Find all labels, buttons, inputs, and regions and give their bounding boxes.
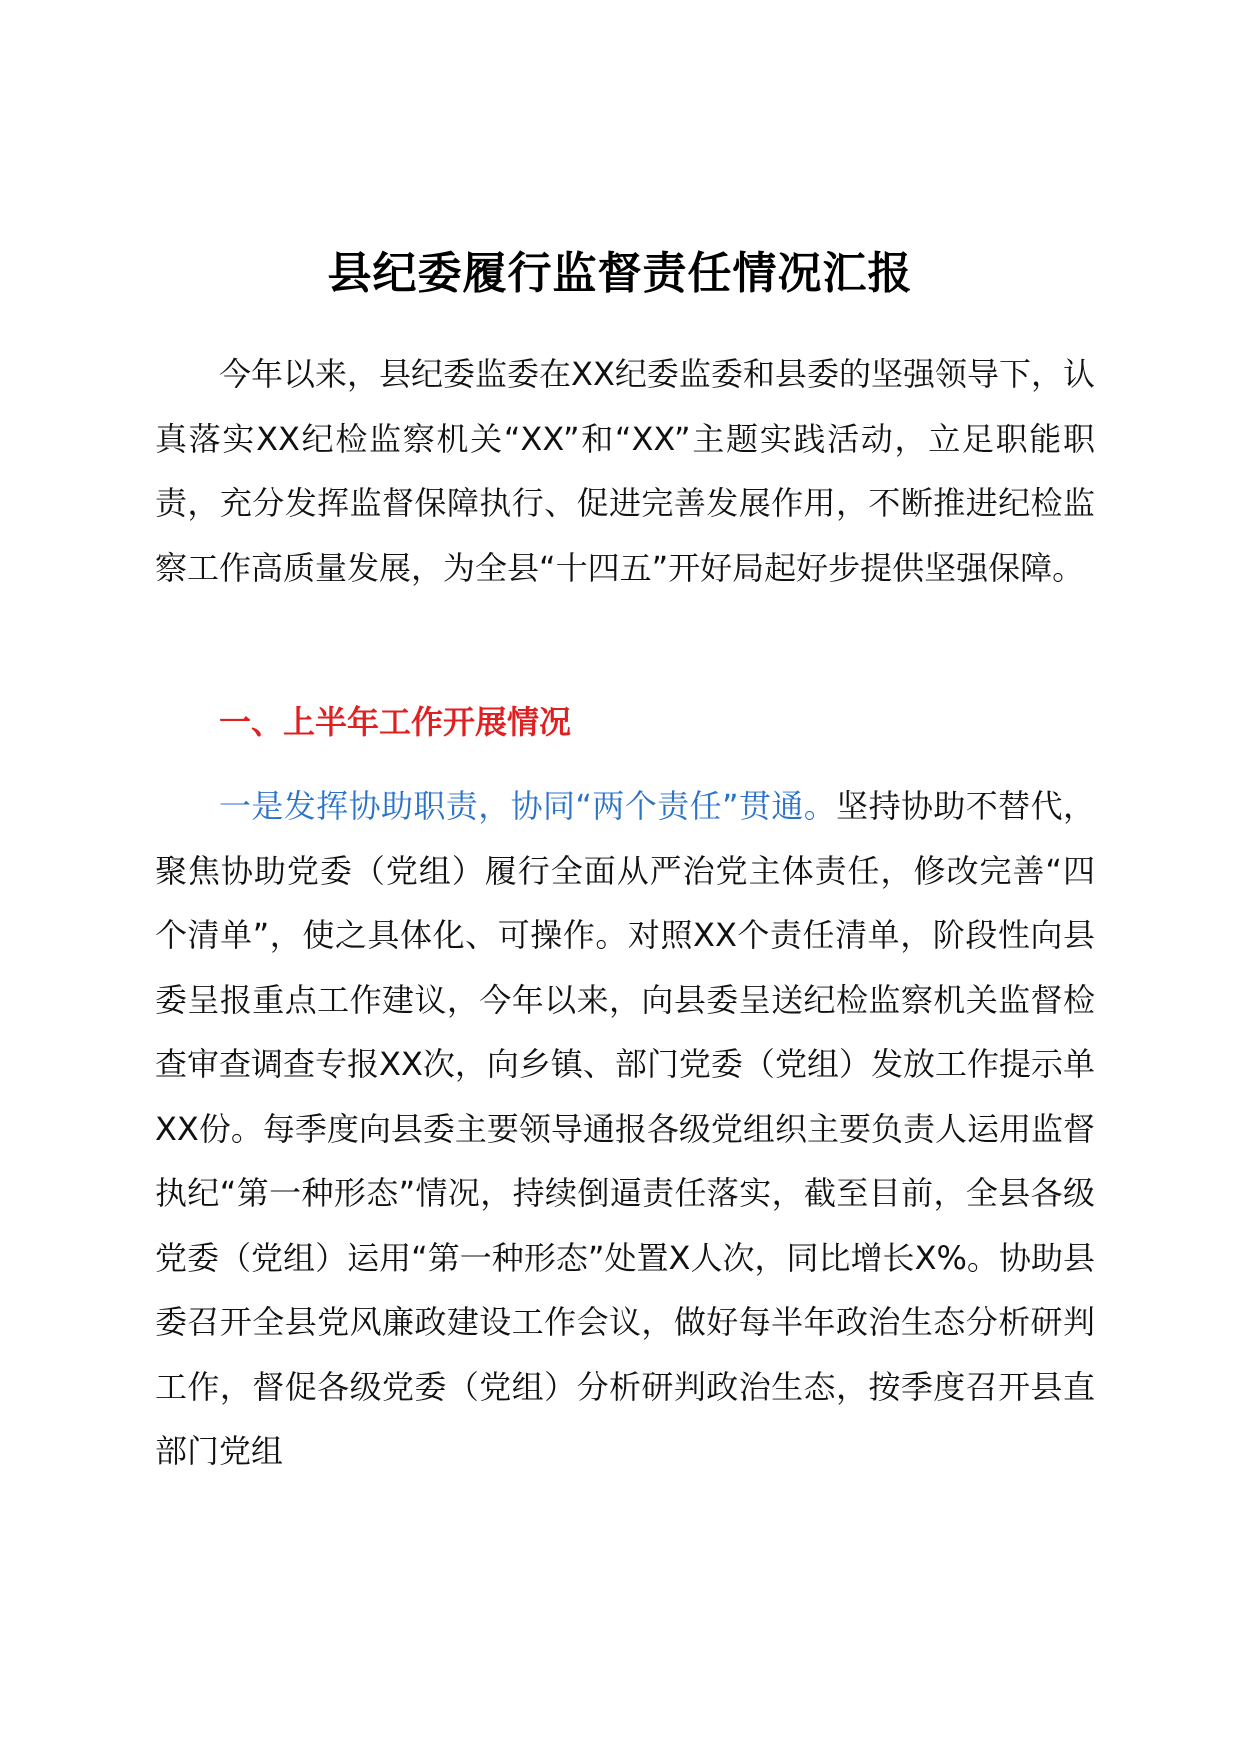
paragraph-lead: 一是发挥协助职责，协同“两个责任”贯通。 — [219, 787, 837, 825]
section-paragraph — [155, 774, 1095, 1484]
paragraph-text: 坚持协助不替代，聚焦协助党委（党组）履行全面从严治党主体责任，修改完善“四个清单”，使之具体化、可操作。对照XX个责任清单，阶段性向县委呈报重点工作建议，今年以来，向县委呈送纪检监察机关监督检查审查调查专报XX次，向乡镇、部门党委（党组）发放工作提示单XX份。每季度向县委主要领导通报各级党组织主要负责人运用监督执纪“第一种形态”情况，持续倒逼责任落实，截至目前，全县各级党委（党组）运用“第一种形态”处置X人次，同比增长X%。协助县委召开全县党风廉政建设工作会议，做好每半年政治生态分析研判工作，督促各级党委（党组）分析研判政治生态，按季度召开县直部门党组 — [155, 787, 1095, 1470]
intro-paragraph: 今年以来，县纪委监委在XX纪委监委和县委的坚强领导下，认真落实XX纪检监察机关“XX”和“XX”主题实践活动，立足职能职责，充分发挥监督保障执行、促进完善发展作用，不断推进纪检监察工作高质量发展，为全县“十四五”开好局起好步提供坚强保障。 — [155, 355, 1095, 587]
document-title: 县纪委履行监督责任情况汇报 — [327, 248, 913, 299]
section-heading: 一、上半年工作开展情况 — [219, 703, 572, 741]
